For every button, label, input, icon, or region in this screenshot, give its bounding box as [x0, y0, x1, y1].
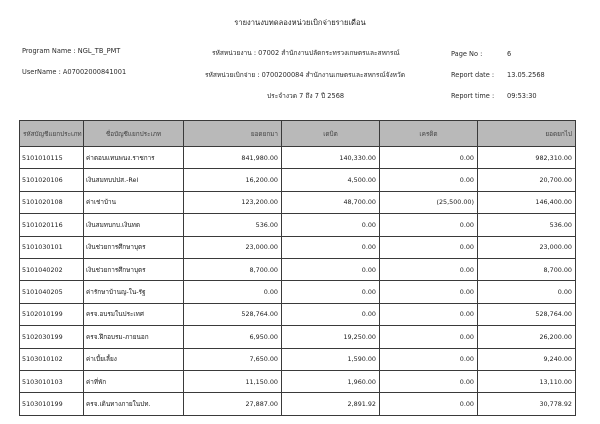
- credit: 0.00: [380, 258, 478, 280]
- debit: 1,960.00: [282, 370, 380, 392]
- report-time-label: Report time :: [451, 92, 495, 100]
- account-name: เงินสมทบกบ.เงินทด: [84, 214, 184, 236]
- table-row: [20, 214, 576, 236]
- account-name: เงินช่วยการศึกษาบุตร: [84, 258, 184, 280]
- closing-balance: 982,310.00: [478, 147, 576, 169]
- account-code: 5101020108: [20, 191, 84, 213]
- credit: 0.00: [380, 214, 478, 236]
- debit: 1,590.00: [282, 348, 380, 370]
- closing-balance: 26,200.00: [478, 326, 576, 348]
- debit: 4,500.00: [282, 169, 380, 191]
- opening-balance: 0.00: [184, 281, 282, 303]
- opening-balance: 16,200.00: [184, 169, 282, 191]
- debit: 2,891.92: [282, 393, 380, 415]
- table-row: [20, 147, 576, 169]
- account-name: เงินสมทบปปส.-Rel: [84, 169, 184, 191]
- account-code: 5101010115: [20, 147, 84, 169]
- debit: 0.00: [282, 236, 380, 258]
- account-code: 5102010199: [20, 303, 84, 325]
- opening-balance: 528,764.00: [184, 303, 282, 325]
- table-row: [20, 348, 576, 370]
- trial-balance-table: [19, 120, 576, 416]
- account-code: 5103010199: [20, 393, 84, 415]
- col-debit: เดบิต: [282, 121, 380, 147]
- table-row: [20, 169, 576, 191]
- debit: 19,250.00: [282, 326, 380, 348]
- account-code: 5101020106: [20, 169, 84, 191]
- period-line: ประจำงวด 7 ถึง 7 ปี 2568: [267, 92, 345, 100]
- account-name: ครจ.ฝึกอบรม-ภายนอก: [84, 326, 184, 348]
- opening-balance: 27,887.00: [184, 393, 282, 415]
- debit: 48,700.00: [282, 191, 380, 213]
- page-value: 6: [507, 50, 512, 58]
- account-code: 5101040202: [20, 258, 84, 280]
- closing-balance: 30,778.92: [478, 393, 576, 415]
- credit: 0.00: [380, 281, 478, 303]
- col-account-code: รหัสบัญชีแยกประเภท: [20, 121, 84, 147]
- account-name: ครจ.เดินทางภายในปท.: [84, 393, 184, 415]
- closing-balance: 146,400.00: [478, 191, 576, 213]
- disburse-line: รหัสหน่วยเบิกจ่าย : 0700200084 สำนักงานเกษตรและสหกรณ์จังหวัด: [205, 71, 405, 79]
- table-row: [20, 258, 576, 280]
- program-name: Program Name : NGL_TB_PMT: [22, 47, 121, 55]
- credit: 0.00: [380, 303, 478, 325]
- account-name: ค่าที่พัก: [84, 370, 184, 392]
- table-row: [20, 393, 576, 415]
- opening-balance: 23,000.00: [184, 236, 282, 258]
- credit: 0.00: [380, 370, 478, 392]
- debit: 0.00: [282, 258, 380, 280]
- closing-balance: 536.00: [478, 214, 576, 236]
- col-closing-balance: ยอดยกไป: [478, 121, 576, 147]
- report-date-label: Report date :: [451, 71, 495, 79]
- col-credit: เครดิต: [380, 121, 478, 147]
- account-name: ค่ารักษาบ้านญ-ใน-รัฐ: [84, 281, 184, 303]
- agency-line: รหัสหน่วยงาน : 07002 สำนักงานปลัดกระทรวงเกษตรและสหกรณ์: [212, 49, 400, 57]
- account-name: ค่าตอบแทนพนง.ราชการ: [84, 147, 184, 169]
- credit: 0.00: [380, 326, 478, 348]
- opening-balance: 7,650.00: [184, 348, 282, 370]
- account-code: 5101020116: [20, 214, 84, 236]
- opening-balance: 123,200.00: [184, 191, 282, 213]
- report-time-value: 09:53:30: [507, 92, 537, 100]
- opening-balance: 8,700.00: [184, 258, 282, 280]
- closing-balance: 20,700.00: [478, 169, 576, 191]
- account-name: ค่าเบี้ยเลี้ยง: [84, 348, 184, 370]
- credit: 0.00: [380, 348, 478, 370]
- debit: 0.00: [282, 281, 380, 303]
- opening-balance: 841,980.00: [184, 147, 282, 169]
- account-code: 5102030199: [20, 326, 84, 348]
- table-row: [20, 236, 576, 258]
- credit: 0.00: [380, 393, 478, 415]
- page-label: Page No :: [451, 50, 483, 58]
- col-opening-balance: ยอดยกมา: [184, 121, 282, 147]
- table-row: [20, 191, 576, 213]
- closing-balance: 0.00: [478, 281, 576, 303]
- opening-balance: 536.00: [184, 214, 282, 236]
- table-header-row: [20, 121, 576, 147]
- credit: 0.00: [380, 236, 478, 258]
- opening-balance: 6,950.00: [184, 326, 282, 348]
- closing-balance: 528,764.00: [478, 303, 576, 325]
- closing-balance: 8,700.00: [478, 258, 576, 280]
- table-row: [20, 370, 576, 392]
- account-code: 5103010102: [20, 348, 84, 370]
- user-name: UserName : A07002000841001: [22, 68, 127, 76]
- credit: (25,500.00): [380, 191, 478, 213]
- closing-balance: 23,000.00: [478, 236, 576, 258]
- account-code: 5103010103: [20, 370, 84, 392]
- report-title: รายงานงบทดลองหน่วยเบิกจ่ายรายเดือน: [234, 18, 366, 27]
- report-date-value: 13.05.2568: [507, 71, 545, 79]
- debit: 0.00: [282, 303, 380, 325]
- table-row: [20, 326, 576, 348]
- account-name: ครจ.อบรมในประเทศ: [84, 303, 184, 325]
- debit: 0.00: [282, 214, 380, 236]
- account-code: 5101030101: [20, 236, 84, 258]
- account-code: 5101040205: [20, 281, 84, 303]
- account-name: เงินช่วยการศึกษาบุตร: [84, 236, 184, 258]
- credit: 0.00: [380, 169, 478, 191]
- opening-balance: 11,150.00: [184, 370, 282, 392]
- closing-balance: 9,240.00: [478, 348, 576, 370]
- account-name: ค่าเช่าบ้าน: [84, 191, 184, 213]
- table-row: [20, 303, 576, 325]
- col-account-name: ชื่อบัญชีแยกประเภท: [84, 121, 184, 147]
- table-row: [20, 281, 576, 303]
- debit: 140,330.00: [282, 147, 380, 169]
- closing-balance: 13,110.00: [478, 370, 576, 392]
- credit: 0.00: [380, 147, 478, 169]
